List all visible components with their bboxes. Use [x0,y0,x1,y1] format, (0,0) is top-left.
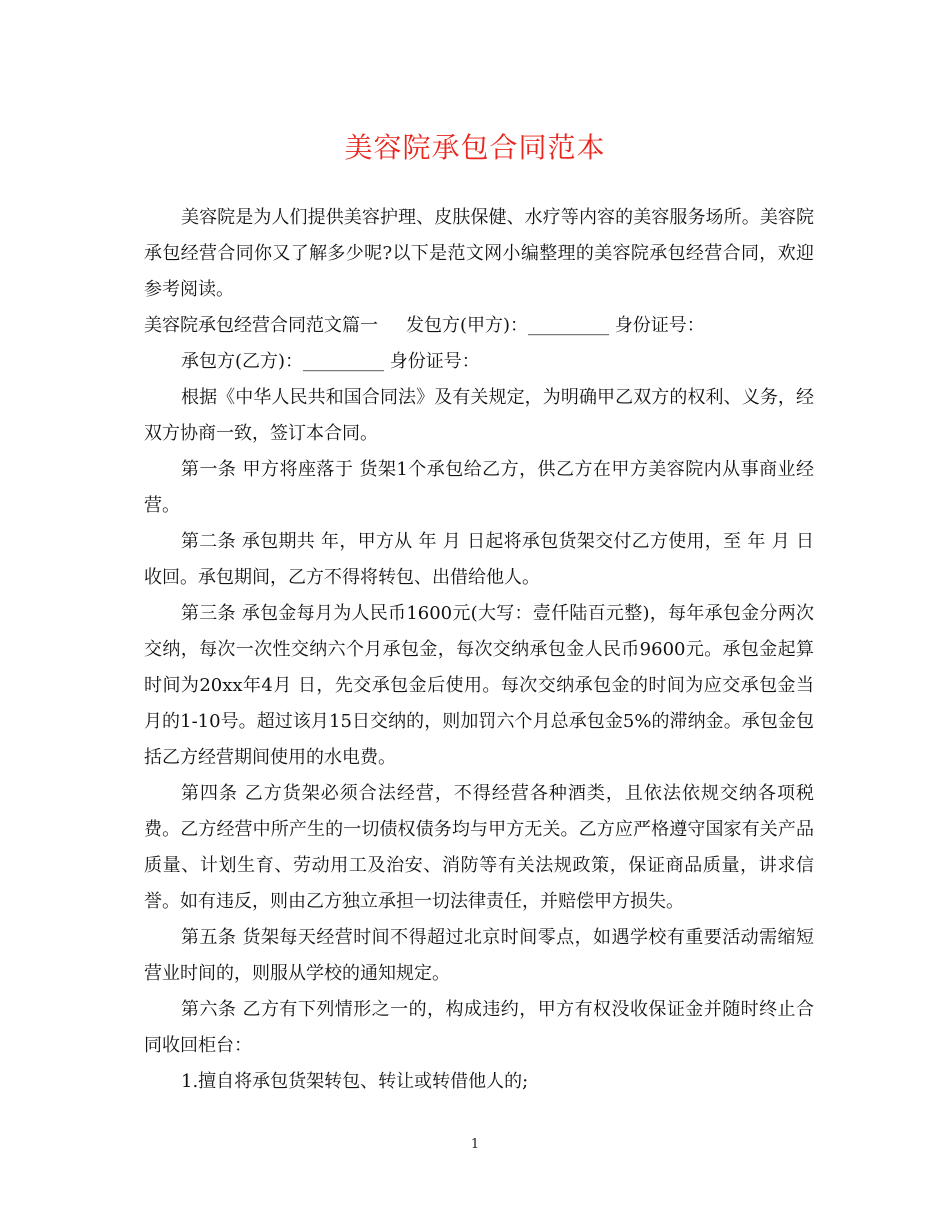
contract-paragraph: 第四条 乙方货架必须合法经营，不得经营各种酒类，且依法依规交纳各项税费。乙方经营中所产生的一切债权债务均与甲方无关。乙方应严格遵守国家有关产品质量、计划生育、劳动用工及治安、消防等有关法规政策，保证商品质量，讲求信誉。如有违反，则由乙方独立承担一切法律责任，并赔偿甲方损失。 [144,783,814,912]
document-title: 美容院承包合同范本 [344,131,606,164]
party-a-line: 发包方(甲方)：_________ 身份证号： [406,315,705,336]
section-heading-line [144,308,814,344]
contract-paragraph: 根据《中华人民共和国合同法》及有关规定，为明确甲乙双方的权利、义务，经双方协商一致，签订本合同。 [144,387,814,444]
document-body [144,200,814,1100]
intro-paragraph: 美容院是为人们提供美容护理、皮肤保健、水疗等内容的美容服务场所。美容院承包经营合同你又了解多少呢?以下是范文网小编整理的美容院承包经营合同，欢迎参考阅读。 [144,207,814,300]
contract-paragraph: 第六条 乙方有下列情形之一的，构成违约，甲方有权没收保证金并随时终止合同收回柜台： [144,999,814,1056]
contract-list-item: 1.擅自将承包货架转包、转让或转借他人的; [181,1071,529,1092]
contract-paragraph: 第一条 甲方将座落于 货架1个承包给乙方，供乙方在甲方美容院内从事商业经营。 [144,459,814,516]
section-heading: 美容院承包经营合同范文篇一 [144,315,378,336]
contract-paragraph: 第五条 货架每天经营时间不得超过北京时间零点，如遇学校有重要活动需缩短营业时间的，则服从学校的通知规定。 [144,927,814,984]
contract-paragraph: 第三条 承包金每月为人民币1600元(大写：壹仟陆百元整)，每年承包金分两次交纳，每次一次性交纳六个月承包金，每次交纳承包金人民币9600元。承包金起算时间为20xx年4月 日，先交承包金后使用。每次交纳承包金的时间为应交承包金当月的1-10号。超过该月15日交纳的，则加罚六个月总承包金5%的滞纳金。承包金包括乙方经营期间使用的水电费。 [144,603,814,768]
party-b-line: 承包方(乙方)：_________ 身份证号： [181,351,480,372]
contract-paragraph: 第二条 承包期共 年，甲方从 年 月 日起将承包货架交付乙方使用，至 年 月 日收回。承包期间，乙方不得将转包、出借给他人。 [144,531,814,588]
page-number: 1 [470,1137,480,1152]
